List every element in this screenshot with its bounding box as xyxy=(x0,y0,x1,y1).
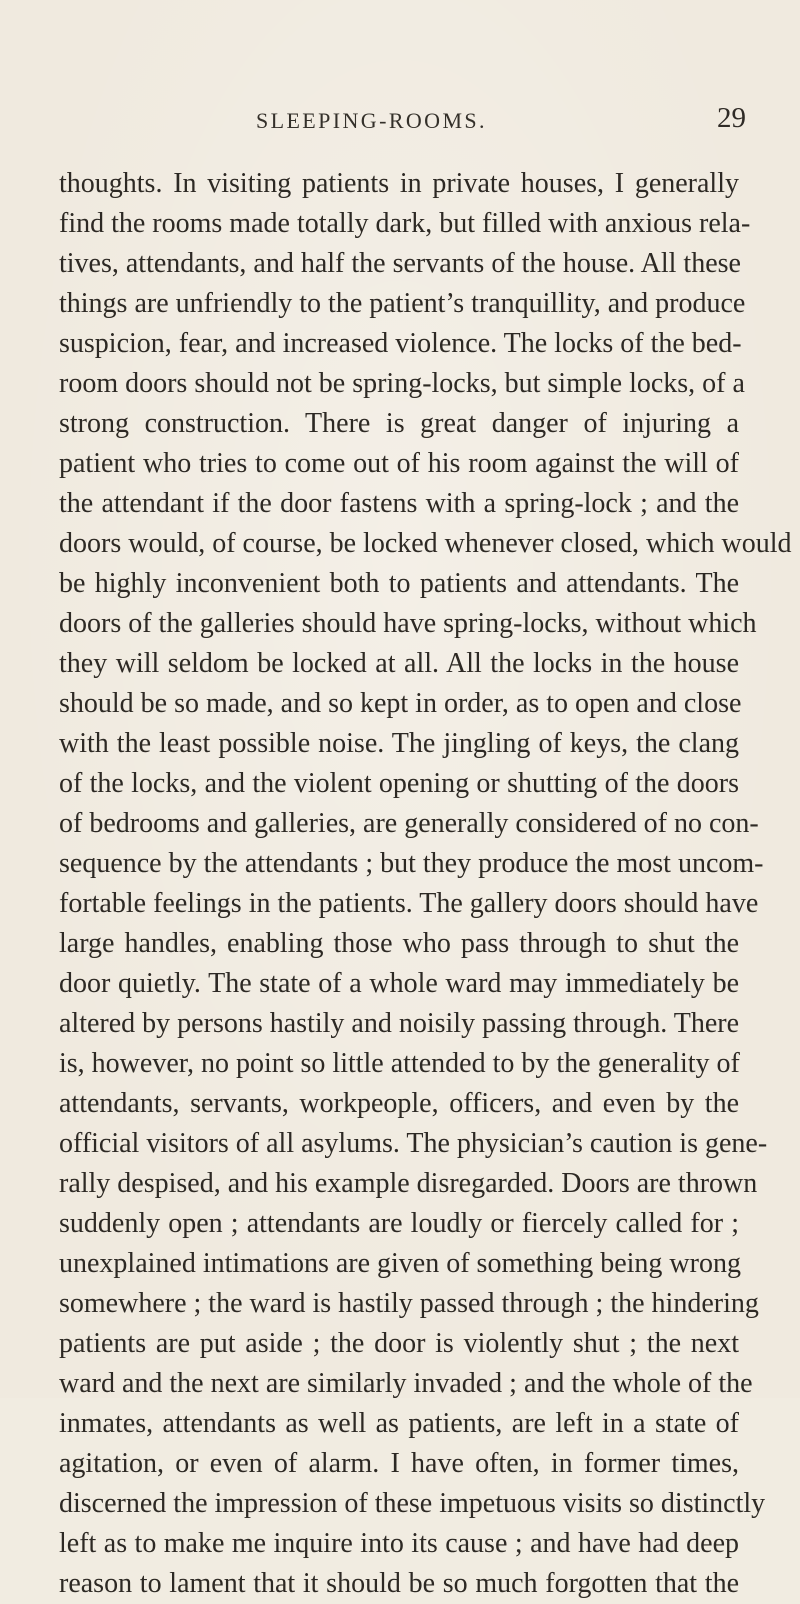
running-header-title: SLEEPING-ROOMS. xyxy=(256,108,487,133)
text-line: patients are put aside ; the door is violently shut ; the next xyxy=(59,1328,739,1359)
text-line: door quietly. The state of a whole ward may immediately be xyxy=(59,968,739,999)
text-line: things are unfriendly to the patient’s tranquillity, and produce xyxy=(59,288,746,319)
text-line: tives, attendants, and half the servants of the house. All these xyxy=(59,248,741,279)
text-line: attendants, servants, workpeople, officers, and even by the xyxy=(59,1088,739,1119)
text-line: strong construction. There is great danger of injuring a xyxy=(59,408,739,439)
text-line: ward and the next are similarly invaded ; and the whole of the xyxy=(59,1368,753,1399)
text-line: inmates, attendants as well as patients, are left in a state of xyxy=(59,1408,739,1439)
text-line: fortable feelings in the patients. The gallery doors should have xyxy=(59,888,759,919)
text-line: the attendant if the door fastens with a spring-lock ; and the xyxy=(59,488,739,519)
text-line: suddenly open ; attendants are loudly or fiercely called for ; xyxy=(59,1208,739,1239)
text-line: rally despised, and his example disregarded. Doors are thrown xyxy=(59,1168,758,1199)
text-line: unexplained intimations are given of something being wrong xyxy=(59,1248,741,1279)
text-line: doors of the galleries should have spring-locks, without which xyxy=(59,608,757,639)
text-line: of the locks, and the violent opening or shutting of the doors xyxy=(59,768,739,799)
text-line: of bedrooms and galleries, are generally considered of no con- xyxy=(59,808,759,839)
text-line: altered by persons hastily and noisily passing through. There xyxy=(59,1008,739,1039)
text-line: doors would, of course, be locked whenever closed, which would xyxy=(59,528,792,559)
text-line: large handles, enabling those who pass through to shut the xyxy=(59,928,739,959)
body-text xyxy=(59,164,792,1604)
text-line: patient who tries to come out of his room against the will of xyxy=(59,448,739,479)
text-line: suspicion, fear, and increased violence. The locks of the bed- xyxy=(59,328,742,359)
text-line: find the rooms made totally dark, but filled with anxious rela- xyxy=(59,208,751,239)
text-line: left as to make me inquire into its cause ; and have had deep xyxy=(59,1528,739,1559)
text-line: official visitors of all asylums. The physician’s caution is gene- xyxy=(59,1128,768,1159)
text-line: with the least possible noise. The jingling of keys, the clang xyxy=(59,728,739,759)
text-line: sequence by the attendants ; but they produce the most uncom- xyxy=(59,848,764,879)
text-line: should be so made, and so kept in order, as to open and close xyxy=(59,688,742,719)
text-line: somewhere ; the ward is hastily passed through ; the hindering xyxy=(59,1288,759,1319)
text-line: be highly inconvenient both to patients and attendants. The xyxy=(59,568,739,599)
text-line: is, however, no point so little attended to by the generality of xyxy=(59,1048,740,1079)
text-line: they will seldom be locked at all. All the locks in the house xyxy=(59,648,739,679)
text-line: reason to lament that it should be so much forgotten that the xyxy=(59,1568,739,1599)
page-number: 29 xyxy=(717,102,746,134)
text-line: agitation, or even of alarm. I have often, in former times, xyxy=(59,1448,739,1479)
text-line: discerned the impression of these impetuous visits so distinctly xyxy=(59,1488,766,1519)
text-line: room doors should not be spring-locks, but simple locks, of a xyxy=(59,368,745,399)
text-line: thoughts. In visiting patients in private houses, I generally xyxy=(59,168,739,199)
